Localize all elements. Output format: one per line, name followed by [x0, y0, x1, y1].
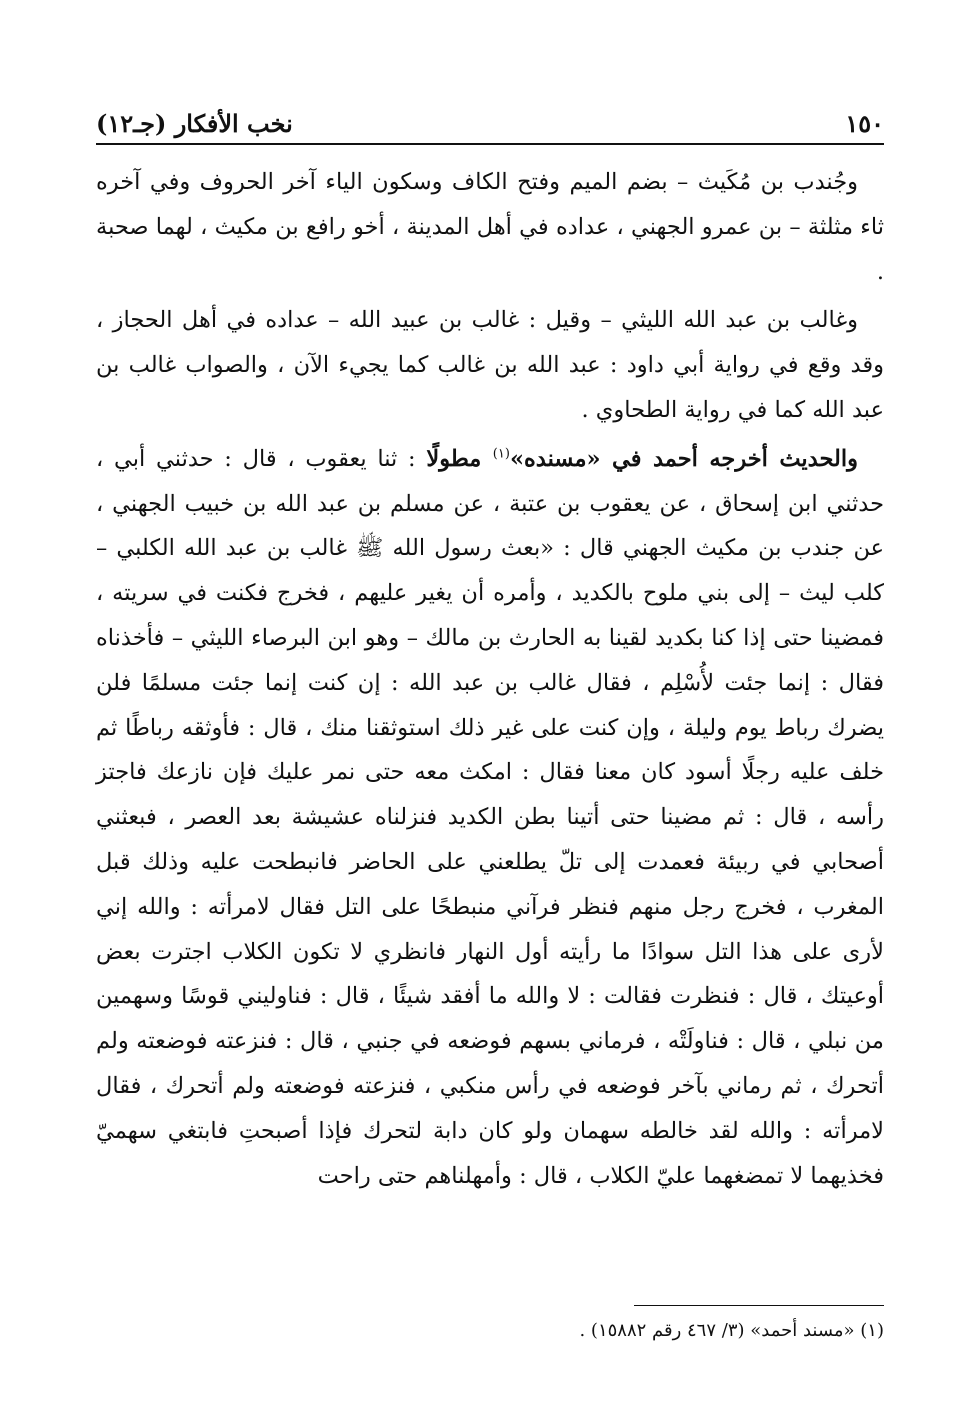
- main-text: [96, 160, 884, 1198]
- footnote-text: (١) «مسند أحمد» (٣/ ٤٦٧ رقم ١٥٨٨٢) .: [579, 1320, 884, 1341]
- paragraph-ghalib: [96, 298, 884, 432]
- hadith-text: : ثنا يعقوب ، قال : حدثني أبي ، حدثني ابن إسحاق ، عن يعقوب بن عتبة ، عن مسلم بن عبد الله بن خبيب الجهني ، عن جندب بن مكيث الجهني قال : «بعث رسول الله ﷺ غالب بن عبد الله الكلبي – كلب ليث – إلى بني ملوح بالكديد ، وأمره أن يغير عليهم ، فخرج فكنت في سريته ، فمضينا حتى إذا كنا بكديد لقينا به الحارث بن مالك – وهو ابن البرصاء الليثي – فأخذناه فقال : إنما جئت لأُسْلِم ، فقال غالب بن عبد الله : إن كنت إنما جئت مسلمًا فلن يضرك رباط يوم وليلة ، وإن كنت على غير ذلك استوثقنا منك ، قال : فأوثقه رباطًا ثم خلف عليه رجلًا أسود كان معنا فقال : امكث معه حتى نمر عليك فإن نازعك فاجتز رأسه ، قال : ثم مضينا حتى أتينا بطن الكديد فنزلناه عشيشة بعد العصر ، فبعثني أصحابي في ربيئة فعمدت إلى تلّ يطلعني على الحاضر فانبطحت عليه وذلك قبل المغرب ، فخرج رجل منهم فنظر فرآني منبطحًا على التل فقال لامرأته : والله إني لأرى على هذا التل سوادًا ما رأيته أول النهار فانظري لا تكون الكلاب اجترت بعض أوعيتك ، قال : فنظرت فقالت : لا والله ما أفقد شيئًا ، قال : فناوليني قوسًا وسهمين من نبلي ، قال : فناولَتْه ، فرماني بسهم فوضعه في جنبي ، قال : فنزعته فوضعته ولم أتحرك ، ثم رماني بآخر فوضعه في رأس منكبي ، فنزعته فوضعته ولم أتحرك ، فقال لامرأته : والله لقد خالطه سهمان ولو كان دابة لتحرك فإذا أصبحتِ فابتغي سهميّ فخذيهما لا تمضغهما عليّ الكلاب ، قال : وأمهلناهم حتى راحت: [96, 445, 884, 1189]
- paragraph-jundub: [96, 160, 884, 294]
- page-header: [96, 98, 884, 138]
- paragraph-hadith: [96, 437, 884, 1199]
- footnote-marker[interactable]: (١): [492, 446, 510, 462]
- hadith-lead: والحديث أخرجه أحمد في «مسنده»: [509, 445, 858, 472]
- paragraph-text: وغالب بن عبد الله الليثي – وقيل : غالب بن عبيد الله – عداده في أهل الحجاز ، وقد وقع في رواية أبي داود : عبد الله بن غالب كما يجيء الآن ، والصواب غالب بن عبد الله كما في رواية الطحاوي .: [96, 307, 884, 423]
- footnote-divider: [634, 1305, 884, 1306]
- page-number: ١٥٠: [845, 109, 884, 138]
- header-divider: [96, 143, 884, 145]
- footnote: [96, 1316, 884, 1346]
- paragraph-text: وجُندب بن مُكَيث – بضم الميم وفتح الكاف وسكون الياء آخر الحروف وفي آخره ثاء مثلثة – بن عمرو الجهني ، عداده في أهل المدينة ، أخو رافع بن مكيث ، لهما صحبة .: [96, 169, 884, 285]
- hadith-lead-qualifier: مطولًا: [426, 445, 493, 472]
- running-title: نخب الأفكار (جـ١٢): [96, 109, 293, 138]
